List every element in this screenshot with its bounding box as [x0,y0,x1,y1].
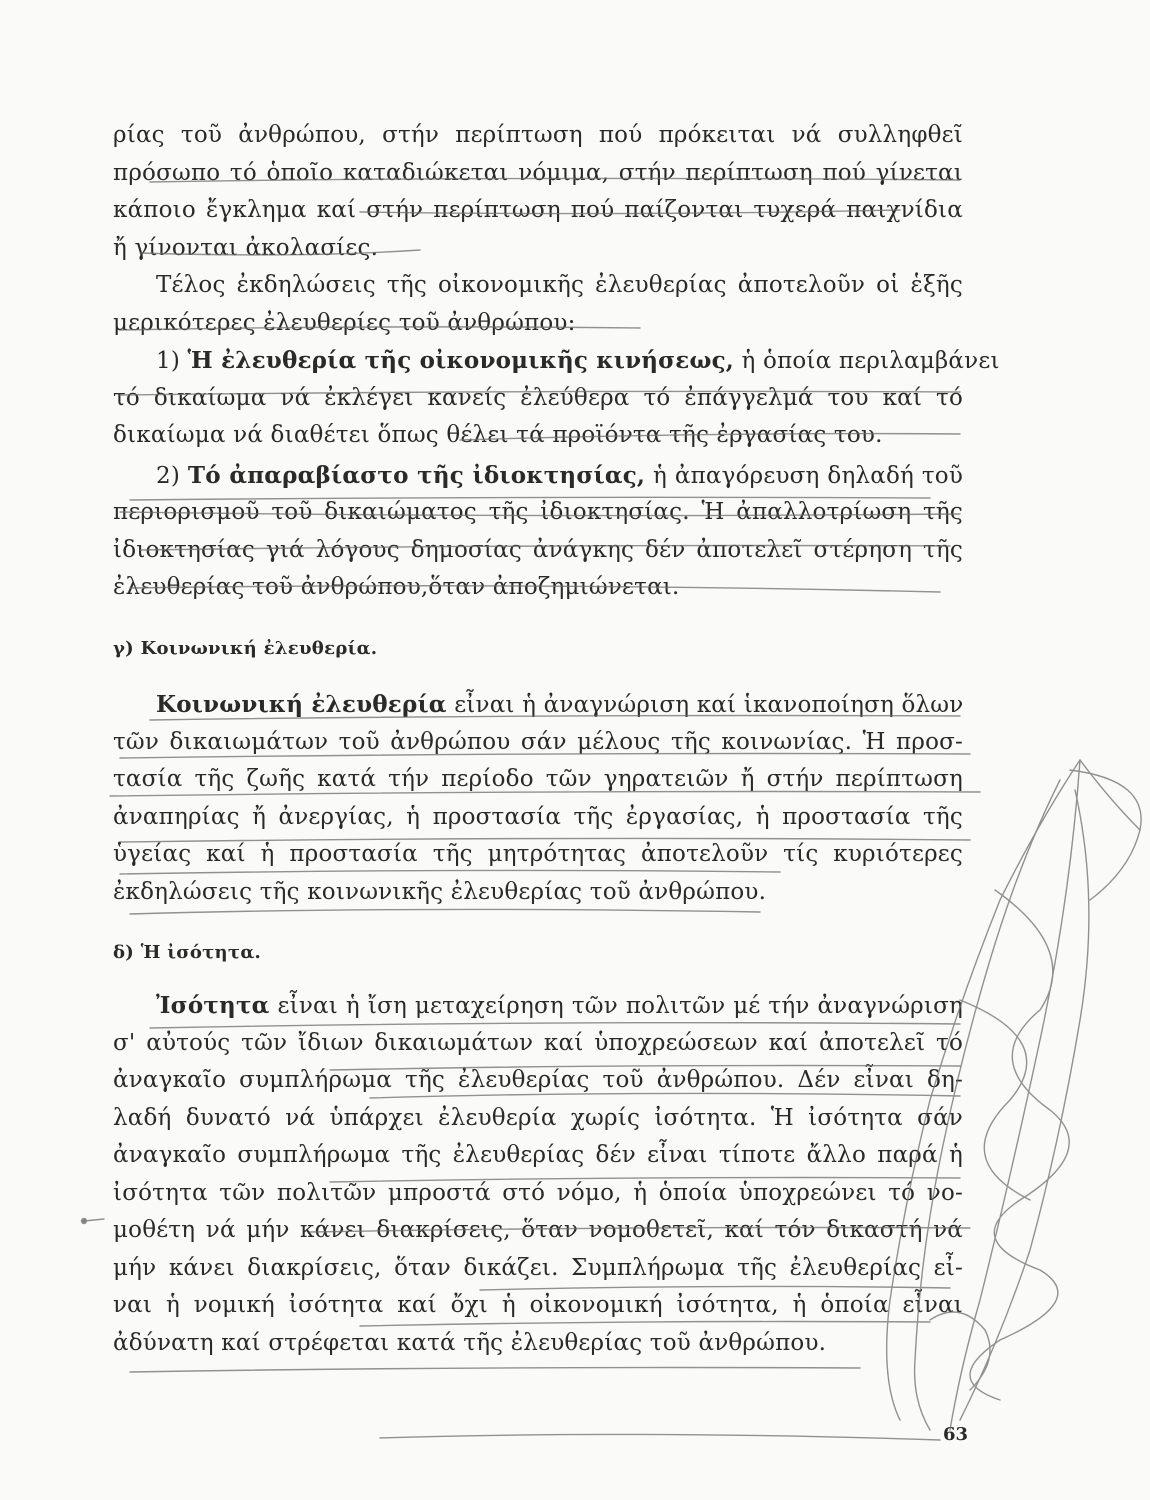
paragraph-first-line [113,686,963,724]
text-line: ἀδύνατη καί στρέφεται κατά τῆς ἐλευθερίας τοῦ ἀνθρώπου. [113,1329,827,1356]
section-heading-social-freedom: γ) Κοινωνική ἐλευθερία. [113,638,378,659]
text-line: πρόσωπο τό ὁποῖο καταδιώκεται νόμιμα, στήν περίπτωση πού γίνεται [113,159,963,186]
bold-term: Ἡ ἐλευθερία τῆς οἰκονομικῆς κινήσεως, [187,347,735,374]
list-number: 2) [156,462,181,489]
text-line: σ' αὐτούς τῶν ἴδιων δικαιωμάτων καί ὑποχρεώσεων καί ἀποτελεῖ τό [113,1029,963,1056]
text-line: ἀναπηρίας ἤ ἀνεργίας, ἡ προστασία τῆς ἐργασίας, ἡ προστασία τῆς [113,803,963,830]
bold-term: Κοινωνική ἐλευθερία [156,691,447,718]
page-number: 63 [943,1424,969,1445]
paragraph-text: εἶναι ἡ ἀναγνώριση καί ἱκανοποίηση ὅλων [454,692,964,718]
text-line: Τέλος ἐκδηλώσεις τῆς οἰκονομικῆς ἐλευθερίας ἀποτελοῦν οἱ ἑξῆς [156,272,963,298]
bold-term: Ἰσότητα [156,992,270,1019]
text-line: δικαίωμα νά διαθέτει ὅπως θέλει τά προϊόντα τῆς ἐργασίας του. [113,422,883,448]
paragraph-text: εἶναι ἡ ἴση μεταχείρηση τῶν πολιτῶν μέ τήν ἀναγνώριση [277,993,963,1019]
list-number: 1) [156,348,181,374]
section-heading-equality: δ) Ἡ ἰσότητα. [113,942,262,963]
text-line: ἐκδηλώσεις τῆς κοινωνικῆς ἐλευθερίας τοῦ ἀνθρώπου. [113,878,767,905]
text-line: ἰδιοκτησίας γιά λόγους δημοσίας ἀνάγκης δέν ἀποτελεῖ στέρηση τῆς [113,536,963,563]
text-line: περιορισμοῦ τοῦ δικαιώματος τῆς ἰδιοκτησίας. Ἡ ἀπαλλοτρίωση τῆς [113,499,963,525]
list-item-text: ἡ ἀπαγόρευση δηλαδή τοῦ [653,462,963,489]
text-line: τό δικαίωμα νά ἐκλέγει κανείς ἐλεύθερα τό ἐπάγγελμά του καί τό [113,384,963,411]
text-line: μήν κάνει διακρίσεις, ὅταν δικάζει. Συμπλήρωμα τῆς ἐλευθερίας εἶ- [113,1254,963,1281]
text-line: ρίας τοῦ ἀνθρώπου, στήν περίπτωση πού πρόκειται νά συλληφθεῖ [113,122,963,148]
text-line: ἀναγκαῖο συμπλήρωμα τῆς ἐλευθερίας τοῦ ἀνθρώπου. Δέν εἶναι δη- [113,1067,963,1093]
text-line: τασία τῆς ζωῆς κατά τήν περίοδο τῶν γηρατειῶν ἤ στήν περίπτωση [113,766,963,792]
list-item-1-first-line [113,342,1000,380]
list-item-2-first-line [113,457,963,495]
paragraph-economic-freedom [113,117,1000,607]
text-line: λαδή δυνατό νά ὑπάρχει ἐλευθερία χωρίς ἰσότητα. Ἡ ἰσότητα σάν [113,1104,963,1131]
text-line: ἐλευθερίας τοῦ ἀνθρώπου,ὅταν ἀποζημιώνεται. [113,574,680,600]
bold-term: Τό ἀπαραβίαστο τῆς ἰδιοκτησίας, [187,461,646,489]
text-line: μοθέτη νά μήν κάνει διακρίσεις, ὅταν νομοθετεῖ, καί τόν δικαστή νά [113,1217,963,1243]
text-line: κάποιο ἔγκλημα καί στήν περίπτωση πού παίζονται τυχερά παιχνίδια [113,197,963,223]
text-line: ναι ἡ νομική ἰσότητα καί ὄχι ἡ οἰκονομική ἰσότητα, ἡ ὁποία εἶναι [113,1292,963,1318]
text-line: τῶν δικαιωμάτων τοῦ ἀνθρώπου σάν μέλους τῆς κοινωνίας. Ἡ προσ- [113,728,963,755]
list-item-text: ἡ ὁποία περιλαμβάνει [741,348,1000,374]
paragraph-social-freedom [113,686,963,911]
text-line: ἰσότητα τῶν πολιτῶν μπροστά στό νόμο, ἡ ὁποία ὑποχρεώνει τό νο- [113,1179,963,1206]
text-line: ἀναγκαῖο συμπλήρωμα τῆς ἐλευθερίας δέν εἶναι τίποτε ἄλλο παρά ἡ [113,1142,963,1168]
text-line: μερικότερες ἐλευθερίες τοῦ ἀνθρώπου: [113,309,576,336]
text-line: ὑγείας καί ἡ προστασία τῆς μητρότητας ἀποτελοῦν τίς κυριότερες [113,841,963,867]
text-line: ἤ γίνονται ἀκολασίες. [113,234,379,261]
paragraph-equality [113,987,963,1362]
paragraph-first-line [113,987,963,1025]
